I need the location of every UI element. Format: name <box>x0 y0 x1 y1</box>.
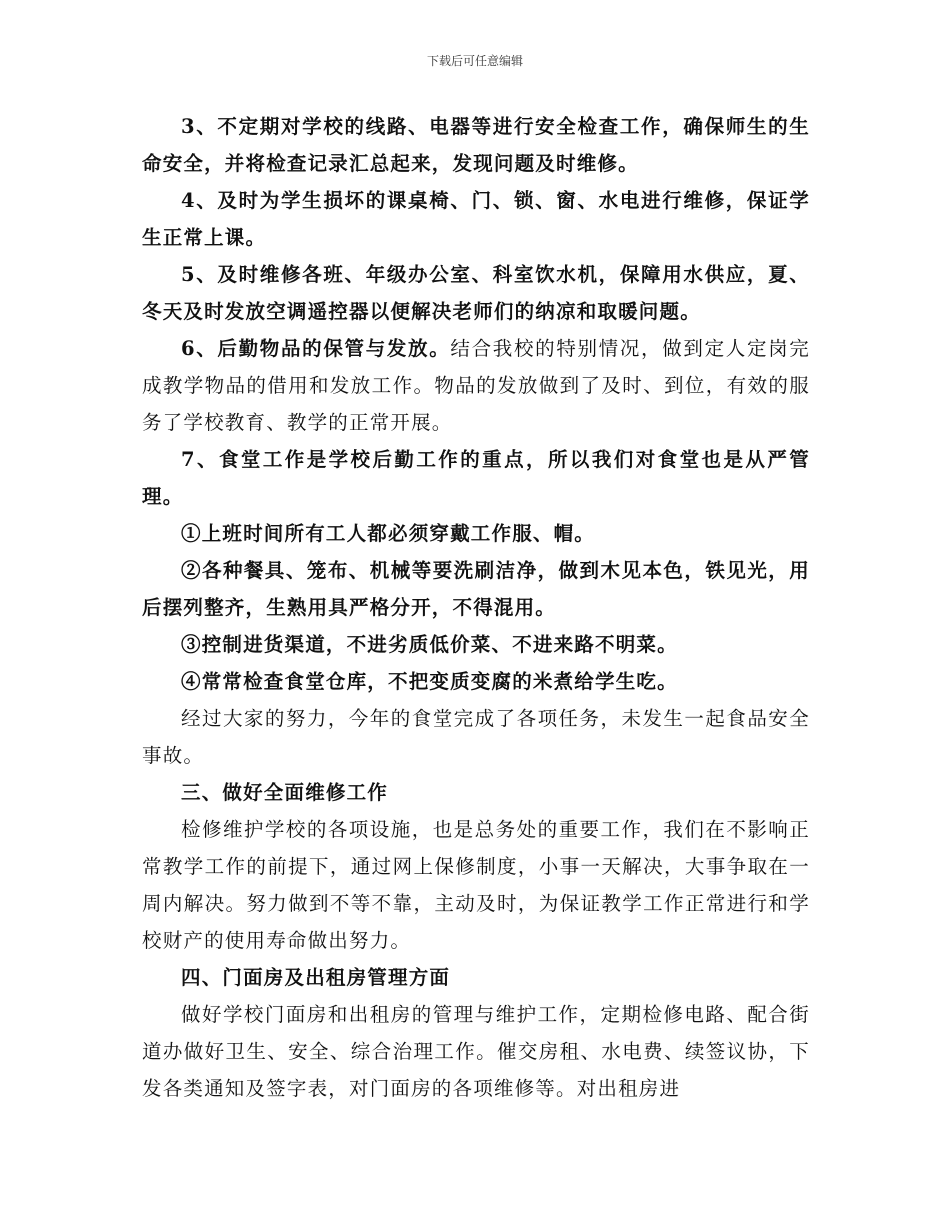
paragraph-rest: 经过大家的努力，今年的食堂完成了各项任务，未发生一起食品安全事故。 <box>142 707 810 767</box>
section-title: 三、做好全面维修工作 <box>181 781 389 804</box>
section-heading-3 <box>142 774 810 811</box>
paragraph-rest: 检修维护学校的各项设施，也是总务处的重要工作，我们在不影响正常教学工作的前提下，通过网上保修制度，小事一天解决，大事争取在一周内解决。努力做到不等不靠，主动及时，为保证教学工作正常进行和学校财产的使用寿命做出努力。 <box>142 818 810 952</box>
paragraph-item-7 <box>142 441 810 515</box>
paragraph-rest: 结合我校的特别情况，做到定人定岗完成教学物品的借用和发放工作。物品的发放做到了及时、到位，有效的服务了学校教育、教学的正常开展。 <box>142 337 811 434</box>
canteen-rule-2 <box>142 552 810 626</box>
paragraph-lead: ①上班时间所有工人都必须穿戴工作服、帽。 <box>181 522 596 545</box>
paragraph-lead: ③控制进货渠道，不进劣质低价菜、不进来路不明菜。 <box>181 633 678 656</box>
paragraph-item-4 <box>142 182 810 256</box>
paragraph-lead: 4、及时为学生损坏的课桌椅、门、锁、窗、水电进行维修，保证学生正常上课。 <box>142 189 810 249</box>
document-body <box>142 108 810 1107</box>
paragraph-item-3 <box>142 108 810 182</box>
paragraph-item-5 <box>142 256 810 330</box>
canteen-rule-4 <box>142 663 810 700</box>
paragraph-lead: 5、及时维修各班、年级办公室、科室饮水机，保障用水供应，夏、冬天及时发放空调遥控器以便解决老师们的纳凉和取暖问题。 <box>142 263 810 323</box>
canteen-summary <box>142 700 810 774</box>
paragraph-lead: ②各种餐具、笼布、机械等要洗刷洁净，做到木见本色，铁见光，用后摆列整齐，生熟用具严格分开，不得混用。 <box>142 559 810 619</box>
canteen-rule-3 <box>142 626 810 663</box>
rental-paragraph <box>142 996 810 1107</box>
section-heading-4 <box>142 959 810 996</box>
paragraph-lead: 3、不定期对学校的线路、电器等进行安全检查工作，确保师生的生命安全，并将检查记录汇总起来，发现问题及时维修。 <box>142 115 810 175</box>
paragraph-lead: 7、食堂工作是学校后勤工作的重点，所以我们对食堂也是从严管理。 <box>142 448 810 508</box>
paragraph-rest: 做好学校门面房和出租房的管理与维护工作，定期检修电路、配合街道办做好卫生、安全、综合治理工作。催交房租、水电费、续签议协，下发各类通知及签字表，对门面房的各项维修等。对出租房进 <box>142 1003 810 1100</box>
paragraph-item-6 <box>142 330 810 441</box>
repair-paragraph <box>142 811 810 959</box>
page-header: 下载后可任意编辑 <box>426 54 523 68</box>
paragraph-lead: 6、后勤物品的保管与发放。 <box>181 337 451 360</box>
section-title: 四、门面房及出租房管理方面 <box>181 966 451 989</box>
paragraph-lead: ④常常检查食堂仓库，不把变质变腐的米煮给学生吃。 <box>181 670 678 693</box>
canteen-rule-1 <box>142 515 810 552</box>
